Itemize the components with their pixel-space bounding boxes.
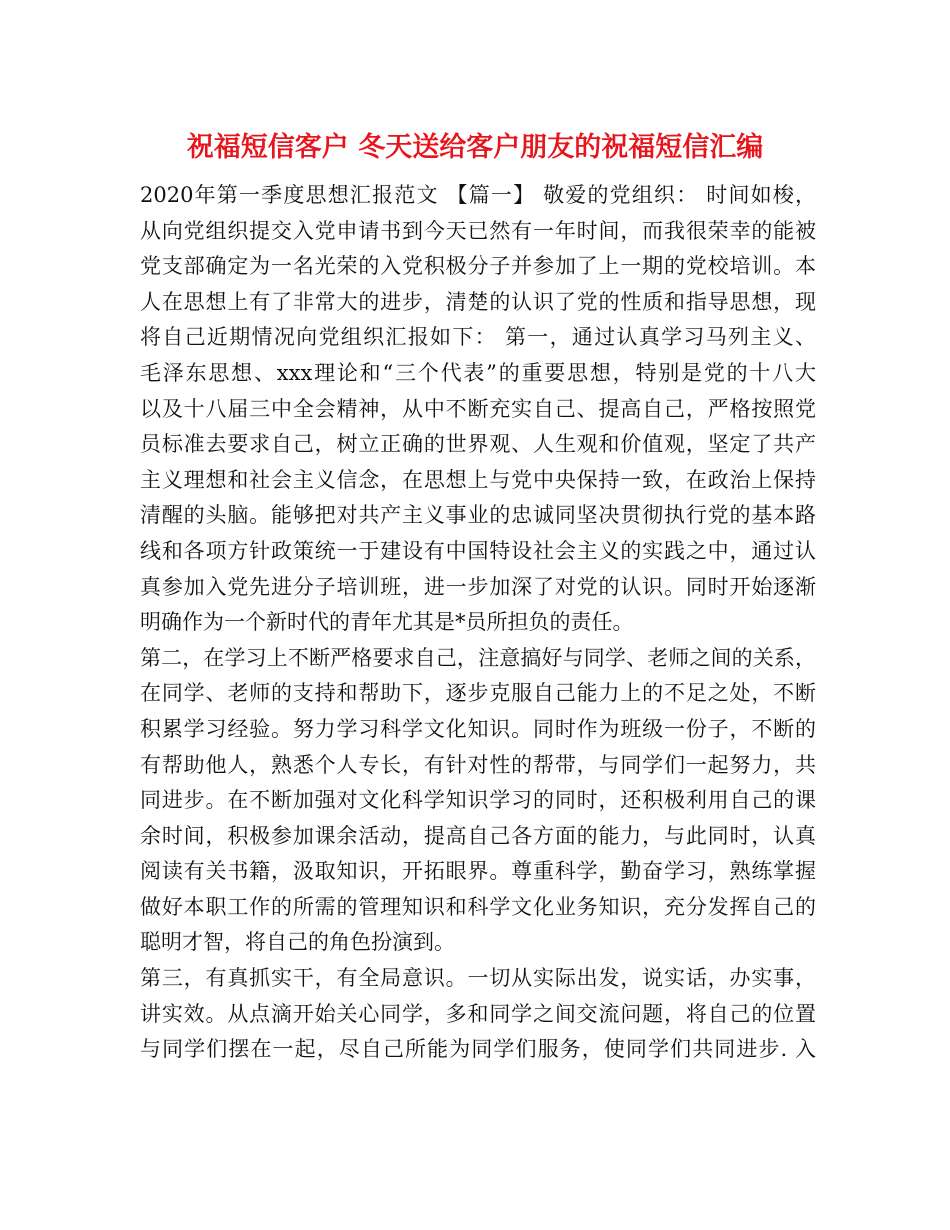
body-line: 积累学习经验。努力学习科学文化知识。同时作为班级一份子，不断的	[140, 716, 816, 741]
body-line: 做好本职工作的所需的管理知识和科学文化业务知识，充分发挥自己的	[140, 894, 816, 919]
body-line: 真参加入党先进分子培训班，进一步加深了对党的认识。同时开始逐渐	[140, 574, 816, 599]
body-line: 余时间，积极参加课余活动，提高自己各方面的能力，与此同时，认真	[140, 823, 816, 848]
body-line: 以及十八届三中全会精神，从中不断充实自己、提高自己，严格按照党	[140, 396, 816, 421]
document-body	[140, 178, 816, 1068]
body-line: 在同学、老师的支持和帮助下，逐步克服自己能力上的不足之处，不断	[140, 681, 816, 706]
body-line: 将自己近期情况向党组织汇报如下： 第一，通过认真学习马列主义、	[140, 325, 816, 350]
body-line: 与同学们摆在一起，尽自己所能为同学们服务，使同学们共同进步. 入	[140, 1037, 816, 1062]
body-line: 员标准去要求自己，树立正确的世界观、人生观和价值观，坚定了共产	[140, 432, 816, 457]
body-line: 第二，在学习上不断严格要求自己，注意搞好与同学、老师之间的关系，	[140, 645, 816, 670]
body-line: 明确作为一个新时代的青年尤其是*员所担负的责任。	[140, 610, 634, 635]
body-line: 线和各项方针政策统一于建设有中国特设社会主义的实践之中，通过认	[140, 538, 816, 563]
body-line: 第三，有真抓实干，有全局意识。一切从实际出发，说实话，办实事，	[140, 966, 816, 991]
body-line: 主义理想和社会主义信念，在思想上与党中央保持一致，在政治上保持	[140, 467, 816, 492]
body-line: 聪明才智，将自己的角色扮演到。	[140, 930, 455, 955]
body-line: 有帮助他人，熟悉个人专长，有针对性的帮带，与同学们一起努力，共	[140, 752, 816, 777]
body-line: 毛泽东思想、xxx理论和“三个代表”的重要思想，特别是党的十八大	[140, 360, 816, 385]
body-line: 党支部确定为一名光荣的入党积极分子并参加了上一期的党校培训。本	[140, 254, 816, 279]
body-line: 从向党组织提交入党申请书到今天已然有一年时间，而我很荣幸的能被	[140, 218, 816, 243]
body-line: 同进步。在不断加强对文化科学知识学习的同时，还积极利用自己的课	[140, 788, 816, 813]
body-line: 阅读有关书籍，汲取知识，开拓眼界。尊重科学，勤奋学习，熟练掌握	[140, 859, 816, 884]
document-title: 祝福短信客户 冬天送给客户朋友的祝福短信汇编	[186, 132, 764, 163]
body-line: 人在思想上有了非常大的进步，清楚的认识了党的性质和指导思想，现	[140, 289, 816, 314]
body-line: 清醒的头脑。能够把对共产主义事业的忠诚同坚决贯彻执行党的基本路	[140, 503, 816, 528]
body-line: 讲实效。从点滴开始关心同学，多和同学之间交流问题，将自己的位置	[140, 1001, 816, 1026]
body-line: 2020年第一季度思想汇报范文 【篇一】 敬爱的党组织： 时间如梭，	[140, 183, 816, 207]
